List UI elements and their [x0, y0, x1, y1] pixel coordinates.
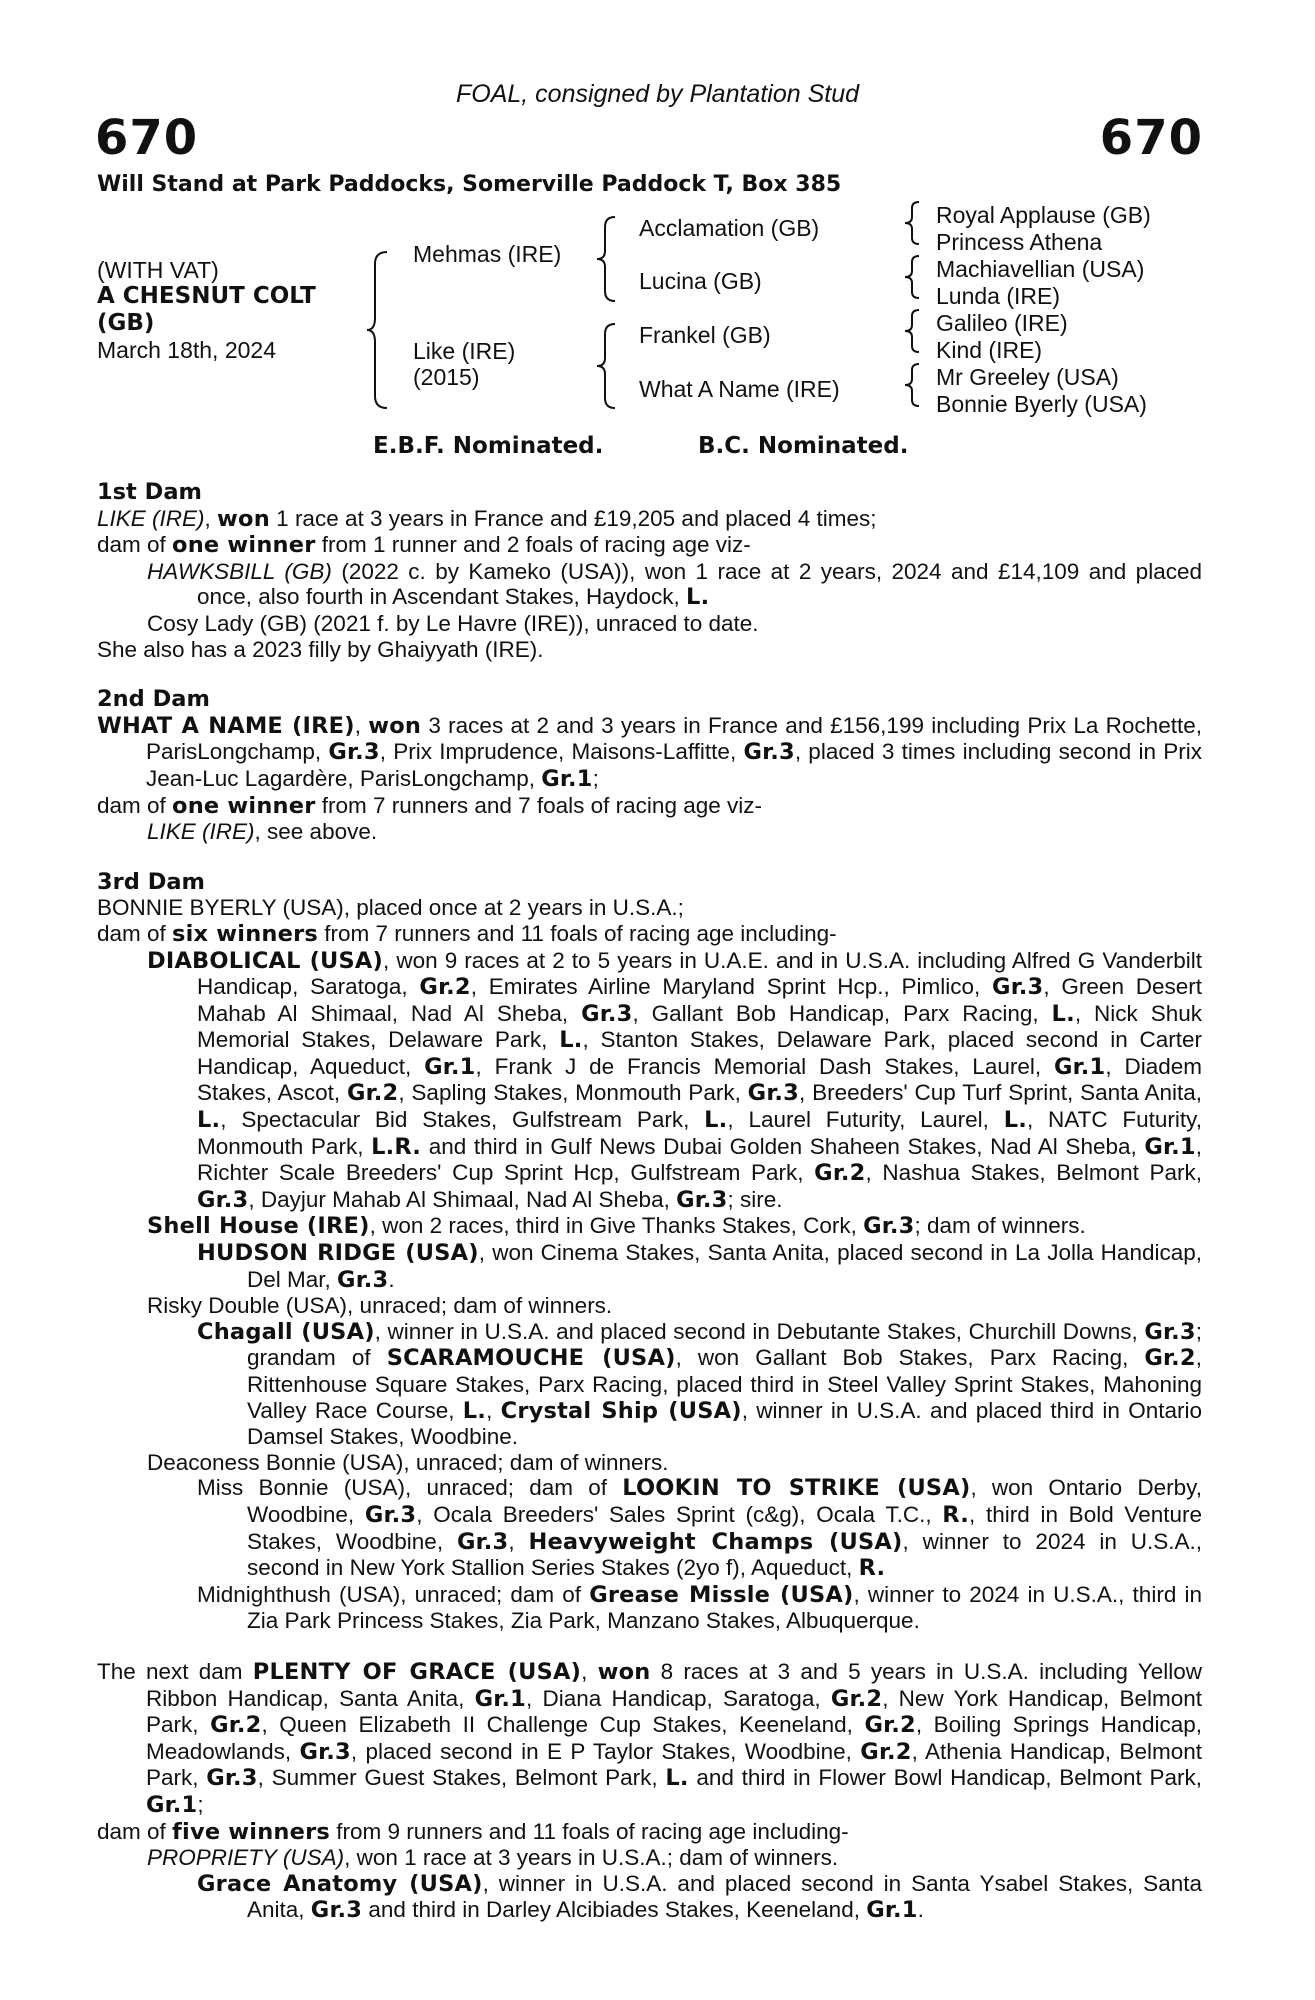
pedigree-brace-g3-4: [903, 362, 927, 408]
third-dam-heading: 3rd Dam: [97, 868, 205, 895]
horse-name: A CHESNUT COLT: [97, 283, 316, 309]
first-dam-foal-hawksbill: HAWKSBILL (GB) (2022 c. by Kameko (USA)), won 1 race at 2 years, 2024 and £14,109 and placed once, also fourth in Ascendant Stakes, Haydock, L.: [147, 558, 1202, 611]
granddaughter-grace-anatomy: Grace Anatomy (USA), winner in U.S.A. and placed second in Santa Ysabel Stakes, Santa Anita, Gr.3 and third in Darley Alcibiades Stakes, Keeneland, Gr.1.: [197, 1870, 1202, 1924]
lot-number-right: 670: [1099, 110, 1203, 166]
pedigree-sire-dam: Lucina (GB): [639, 268, 762, 294]
pedigree-g3-1: Royal Applause (GB): [936, 202, 1151, 228]
pedigree-brace-g3-1: [903, 200, 927, 246]
granddaughter-hudson-ridge: HUDSON RIDGE (USA), won Cinema Stakes, Santa Anita, placed second in La Jolla Handicap, Del Mar, Gr.3.: [197, 1240, 1202, 1293]
consignor-line: FOAL, consigned by Plantation Stud: [455, 80, 860, 108]
first-dam-foal-cosy-lady: Cosy Lady (GB) (2021 f. by Le Havre (IRE)), unraced to date.: [147, 610, 759, 636]
lot-number-left: 670: [95, 110, 199, 166]
pedigree-sire-sire: Acclamation (GB): [639, 215, 820, 241]
foaling-date: March 18th, 2024: [97, 337, 277, 363]
second-dam-record: WHAT A NAME (IRE), won 3 races at 2 and 3 years in France and £156,199 including Prix La Rochette, ParisLongchamp, Gr.3, Prix Imprudence, Maisons-Laffitte, Gr.3, placed 3 times including second in Prix Jean-Luc Lagardère, ParisLongchamp, Gr.1;: [97, 712, 1202, 792]
pedigree-dam: Like (IRE): [413, 338, 516, 364]
pedigree-g3-2: Princess Athena: [936, 229, 1103, 255]
pedigree-dam-year: (2015): [413, 364, 480, 390]
first-dam-produce-summary: dam of one winner from 1 runner and 2 foals of racing age viz-: [97, 532, 751, 559]
pedigree-g3-4: Lunda (IRE): [936, 283, 1061, 309]
pedigree-g3-5: Galileo (IRE): [936, 310, 1068, 336]
produce-record: [97, 480, 1202, 1924]
pedigree-sire: Mehmas (IRE): [413, 241, 562, 267]
third-dam-record: BONNIE BYERLY (USA), placed once at 2 years in U.S.A.;: [97, 895, 684, 921]
third-dam-foal-diabolical: DIABOLICAL (USA), won 9 races at 2 to 5 years in U.A.E. and in U.S.A. including Alfred G Vanderbilt Handicap, Saratoga, Gr.2, Emirates Airline Maryland Sprint Hcp., Pimlico, Gr.3, Green Desert Mahab Al Shimaal, Nad Al Sheba, Gr.3, Gallant Bob Handicap, Parx Racing, L., Nick Shuk Memorial Stakes, Delaware Park, L., Stanton Stakes, Delaware Park, placed second in Carter Handicap, Aqueduct, Gr.1, Frank J de Francis Memorial Dash Stakes, Laurel, Gr.1, Diadem Stakes, Ascot, Gr.2, Sapling Stakes, Monmouth Park, Gr.3, Breeders' Cup Turf Sprint, Santa Anita, L., Spectacular Bid Stakes, Gulfstream Park, L., Laurel Futurity, Laurel, L., NATC Futurity, Monmouth Park, L.R. and third in Gulf News Dubai Golden Shaheen Stakes, Nad Al Sheba, Gr.1, Richter Scale Breeders' Cup Sprint Hcp, Gulfstream Park, Gr.2, Nashua Stakes, Belmont Park, Gr.3, Dayjur Mahab Al Shimaal, Nad Al Sheba, Gr.3; sire.: [147, 947, 1203, 1213]
third-dam-produce-summary: dam of six winners from 7 runners and 11 foals of racing age including-: [97, 920, 837, 947]
pedigree-brace-g3-3: [903, 308, 927, 354]
pedigree-dam-sire: Frankel (GB): [639, 322, 771, 348]
first-dam-heading: 1st Dam: [97, 479, 202, 505]
first-dam-record: LIKE (IRE), won 1 race at 3 years in France and £19,205 and placed 4 times;: [97, 505, 877, 532]
bc-nomination: B.C. Nominated.: [698, 433, 909, 459]
pedigree-g3-7: Mr Greeley (USA): [936, 364, 1119, 390]
pedigree-g3-3: Machiavellian (USA): [936, 256, 1145, 282]
first-dam-note: She also has a 2023 filly by Ghaiyyath (IRE).: [97, 636, 544, 662]
next-dam-produce-summary: dam of five winners from 9 runners and 11 foals of racing age including-: [97, 1818, 849, 1845]
granddaughter-miss-bonnie: Miss Bonnie (USA), unraced; dam of LOOKIN TO STRIKE (USA), won Ontario Derby, Woodbine, Gr.3, Ocala Breeders' Sales Sprint (c&g), Ocala T.C., R., third in Bold Venture Stakes, Woodbine, Gr.3, Heavyweight Champs (USA), winner to 2024 in U.S.A., second in New York Stallion Series Stakes (2yo f), Aqueduct, R.: [197, 1475, 1203, 1582]
pedigree-brace-g3-2: [903, 254, 927, 300]
pedigree-brace-main: [365, 250, 395, 410]
pedigree-g3-8: Bonnie Byerly (USA): [936, 391, 1147, 417]
pedigree-brace-sire: [595, 215, 623, 303]
stabling-location: Will Stand at Park Paddocks, Somerville Paddock T, Box 385: [97, 172, 842, 197]
next-dam-record: The next dam PLENTY OF GRACE (USA), won 8 races at 3 and 5 years in U.S.A. including Yellow Ribbon Handicap, Santa Anita, Gr.1, Diana Handicap, Saratoga, Gr.2, New York Handicap, Belmont Park, Gr.2, Queen Elizabeth II Challenge Cup Stakes, Keeneland, Gr.2, Boiling Springs Handicap, Meadowlands, Gr.3, placed second in E P Taylor Stakes, Woodbine, Gr.2, Athenia Handicap, Belmont Park, Gr.3, Summer Guest Stakes, Belmont Park, L. and third in Flower Bowl Handicap, Belmont Park, Gr.1;: [97, 1658, 1203, 1818]
horse-country: (GB): [97, 310, 155, 336]
pedigree-brace-dam: [595, 322, 623, 410]
second-dam-produce-summary: dam of one winner from 7 runners and 7 foals of racing age viz-: [97, 792, 762, 819]
second-dam-heading: 2nd Dam: [97, 686, 210, 713]
next-dam-foal-propriety: PROPRIETY (USA), won 1 race at 3 years in U.S.A.; dam of winners.: [147, 1845, 839, 1871]
third-dam-foal-risky-double: Risky Double (USA), unraced; dam of winners.: [147, 1293, 613, 1319]
ebf-nomination: E.B.F. Nominated.: [373, 433, 604, 459]
vat-note: (WITH VAT): [97, 257, 219, 283]
pedigree-dam-dam: What A Name (IRE): [639, 376, 840, 402]
third-dam-foal-shell-house: Shell House (IRE), won 2 races, third in Give Thanks Stakes, Cork, Gr.3; dam of winners.: [147, 1213, 1086, 1240]
second-dam-foal-like: LIKE (IRE), see above.: [147, 819, 378, 845]
granddaughter-chagall: Chagall (USA), winner in U.S.A. and placed second in Debutante Stakes, Churchill Downs, Gr.3; grandam of SCARAMOUCHE (USA), won Gallant Bob Stakes, Parx Racing, Gr.2, Rittenhouse Square Stakes, Parx Racing, placed third in Steel Valley Sprint Stakes, Mahoning Valley Race Course, L., Crystal Ship (USA), winner in U.S.A. and placed third in Ontario Damsel Stakes, Woodbine.: [197, 1318, 1203, 1450]
third-dam-foal-deaconess-bonnie: Deaconess Bonnie (USA), unraced; dam of winners.: [147, 1449, 669, 1475]
granddaughter-midnighthush: Midnighthush (USA), unraced; dam of Grease Missle (USA), winner to 2024 in U.S.A., third in Zia Park Princess Stakes, Zia Park, Manzano Stakes, Albuquerque.: [197, 1581, 1202, 1634]
pedigree-g3-6: Kind (IRE): [936, 337, 1043, 363]
